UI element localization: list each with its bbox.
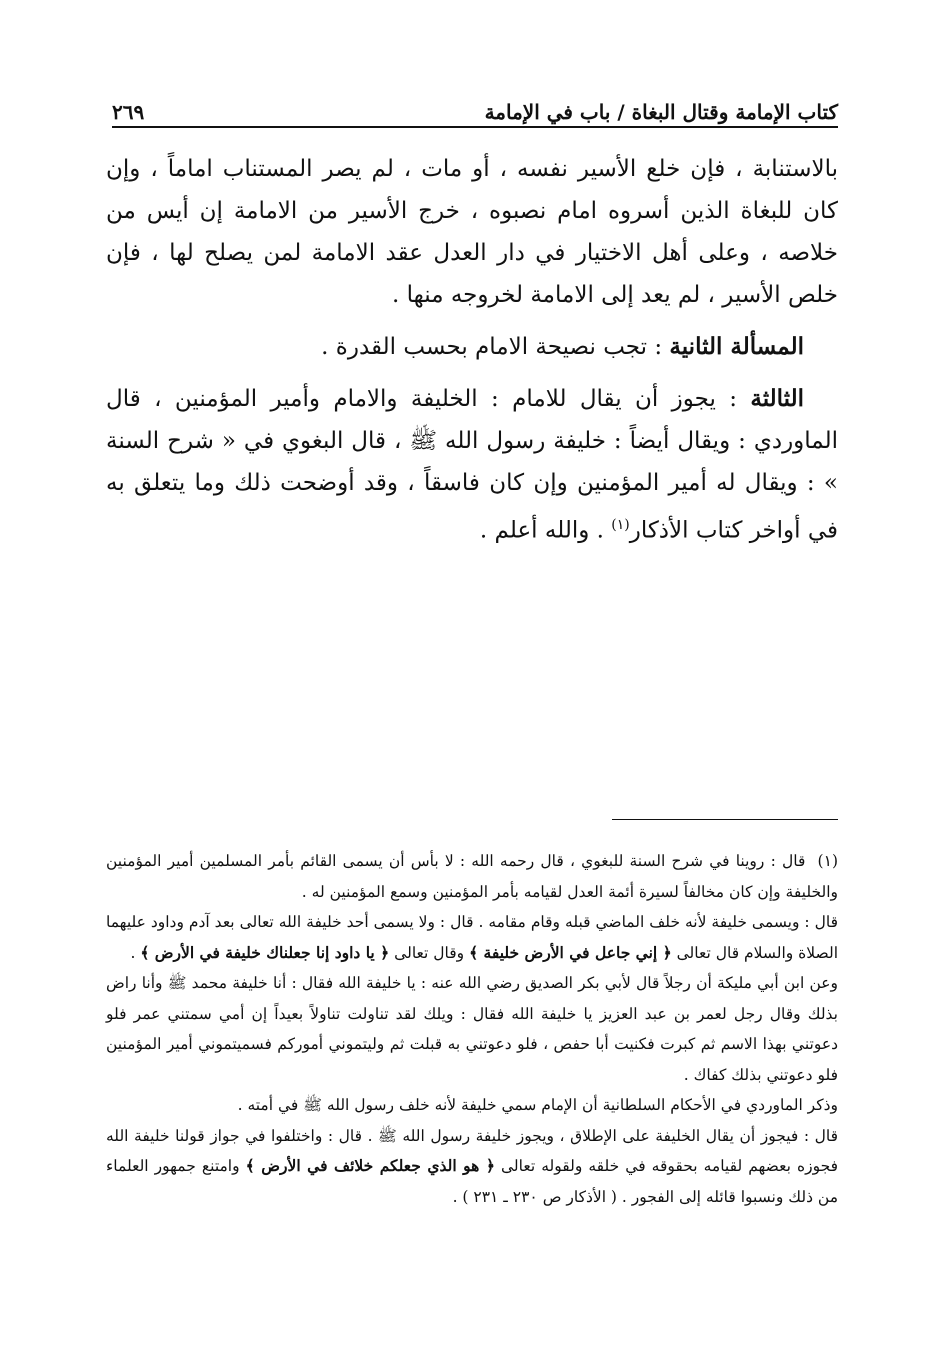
footnote-text: . bbox=[130, 943, 136, 962]
footnote-text: قال : فيجوز أن يقال الخليفة على الإطلاق ، ويجوز خليفة رسول الله ﷺ . قال : واختلفوا في جواز قولنا خليفة الله فجوزه بعضهم لقيامه بحقوقه في خلقه ولقوله تعالى bbox=[106, 1126, 838, 1175]
footnote-1-para-2 bbox=[106, 907, 838, 968]
header-rule bbox=[112, 126, 838, 128]
footnote-text: وقال تعالى bbox=[394, 943, 465, 962]
footnote-1-para-5 bbox=[106, 1121, 838, 1213]
page-header bbox=[112, 84, 838, 124]
footnote-reference[interactable]: (١) bbox=[611, 517, 630, 533]
quran-verse: ﴿ هو الذي جعلكم خلائف في الأرض ﴾ bbox=[245, 1156, 495, 1175]
footnote-text: قال : روينا في شرح السنة للبغوي ، قال رحمه الله : لا بأس أن يسمى القائم بأمر المسلمين أمير المؤمنين والخليفة وإن كان مخالفاً لسيرة أئمة العدل لقيامه بأمر المؤمنين وسمع المؤمنين له . bbox=[106, 852, 838, 901]
footnote-separator bbox=[612, 819, 838, 820]
issue-two-text: : تجب نصيحة الامام بحسب القدرة . bbox=[321, 334, 663, 360]
footnote-text: قال : ويسمى خليفة لأنه خلف الماضي قبله وقام مقامه . قال : ولا يسمى أحد خليفة الله تعالى بعد آدم وداود عليهما الصلاة والسلام قال تعالى bbox=[106, 913, 838, 962]
issue-three-closing: . والله أعلم . bbox=[479, 517, 604, 544]
footnote-number: (١) bbox=[817, 852, 838, 870]
footnotes bbox=[106, 846, 838, 1212]
running-title: كتاب الإمامة وقتال البغاة / باب في الإمامة bbox=[484, 100, 838, 124]
issue-three bbox=[106, 378, 838, 552]
footnote-text: وامتنع جمهور العلماء من ذلك ونسبوا قائله إلى الفجور . ( الأذكار ص ٢٣٠ ـ ٢٣١ ) . bbox=[106, 1157, 838, 1206]
paragraph-continuation: بالاستنابة ، فإن خلع الأسير نفسه ، أو مات ، لم يصر المستناب اماماً ، وإن كان للبغاة الذين أسروه امام نصبوه ، خرج الأسير من الامامة إن أيس من خلاصه ، وعلى أهل الاختيار في دار العدل عقد الامامة لمن يصلح لها ، فإن خلص الأسير ، لم يعد إلى الامامة لخروجه منها . bbox=[106, 156, 838, 308]
footnote-1-para-4: وذكر الماوردي في الأحكام السلطانية أن الإمام سمي خليفة لأنه خلف رسول الله ﷺ في أمته . bbox=[237, 1096, 838, 1114]
footnote-1-para-3: وعن ابن أبي مليكة أن رجلاً قال لأبي بكر الصديق رضي الله عنه : يا خليفة الله فقال : أنا خليفة محمد ﷺ وأنا راض بذلك وقال رجل لعمر بن عبد العزيز يا خليفة الله فقال : ويلك لقد تناولت تناولاً بعيداً إن أمي سمتني عمر فلو دعوتني بهذا الاسم ثم كبرت فكنيت أبا حفص ، فلو دعوتني به قبلت ثم وليتموني أموركم فسميتموني أمير المؤمنين فلو دعوتني بذلك كفاك . bbox=[106, 974, 838, 1084]
issue-three-heading: الثالثة bbox=[750, 385, 804, 412]
page-number: ٢٦٩ bbox=[112, 100, 145, 124]
issue-three-text: : يجوز أن يقال للامام : الخليفة والامام وأمير المؤمنين ، قال الماوردي : ويقال أيضاً : خليفة رسول الله ﷺ ، قال البغوي في « شرح السنة » : ويقال له أمير المؤمنين وإن كان فاسقاً ، وقد أوضحت ذلك وما يتعلق به في أواخر كتاب الأذكار bbox=[106, 386, 838, 544]
footnote-1-para-1 bbox=[106, 846, 838, 907]
issue-two-heading: المسألة الثانية bbox=[669, 333, 804, 360]
quran-verse: ﴿ يا داود إنا جعلناك خليفة في الأرض ﴾ bbox=[140, 942, 390, 962]
quran-verse: ﴿ إني جاعل في الأرض خليفة ﴾ bbox=[469, 942, 672, 962]
main-text bbox=[106, 148, 838, 552]
issue-two bbox=[106, 326, 838, 368]
